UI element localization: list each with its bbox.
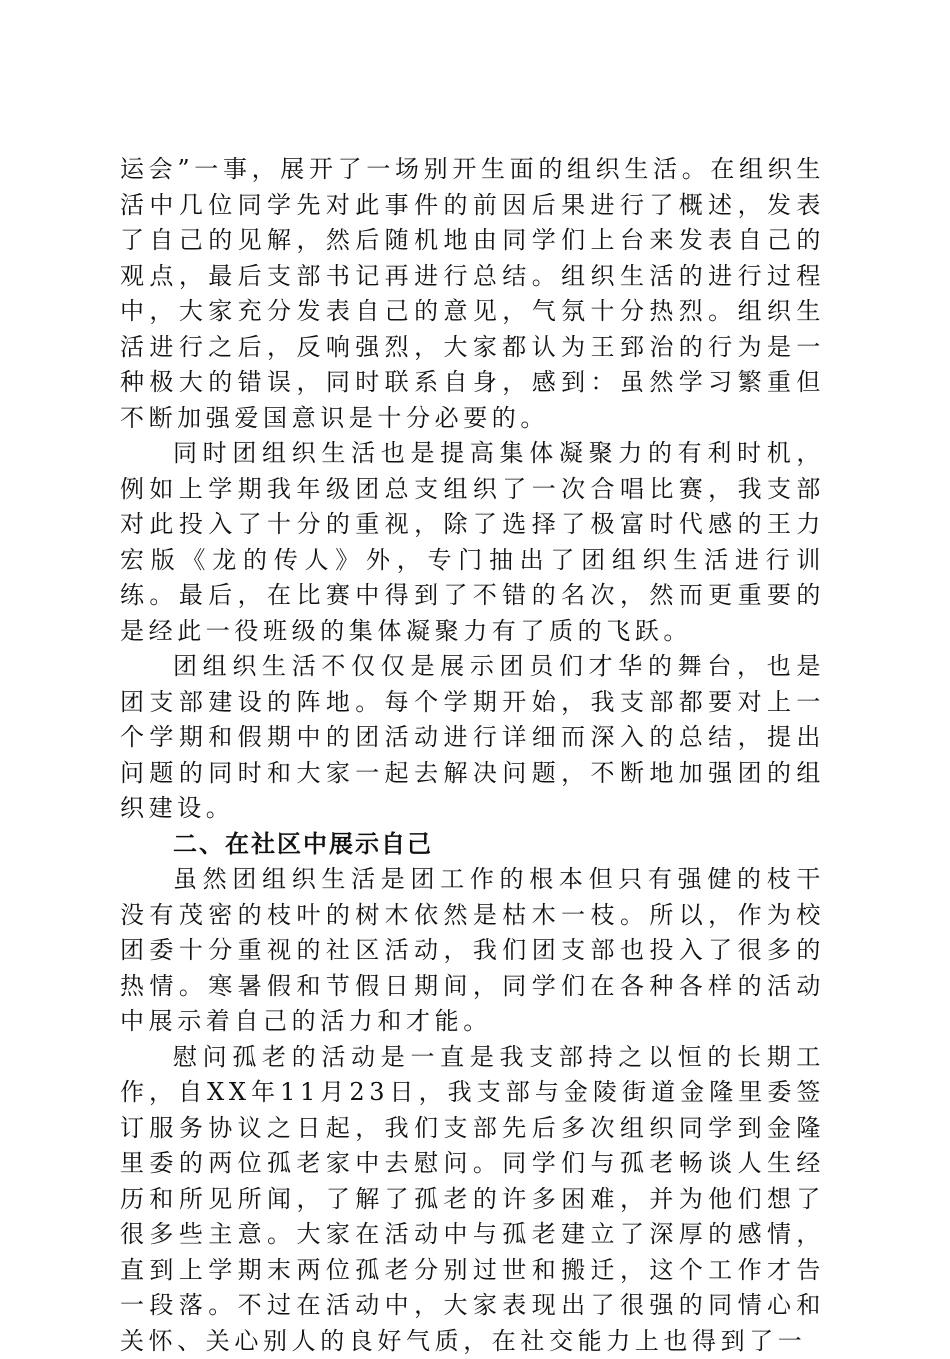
paragraph-community: 虽然团组织生活是团工作的根本但只有强健的枝干没有茂密的枝叶的树木依然是枯木一枝。所以，作为校团委十分重视的社区活动，我们团支部也投入了很多的热情。寒暑假和节假日期间，同学们在各种各样的活动中展示着自己的活力和才能。 [120, 862, 825, 1040]
paragraph-organization: 团组织生活不仅仅是展示团员们才华的舞台，也是团支部建设的阵地。每个学期开始，我支部都要对上一个学期和假期中的团活动进行详细而深入的总结，提出问题的同时和大家一起去解决问题，不断地加强团的组织建设。 [120, 649, 825, 827]
paragraph-chorus: 同时团组织生活也是提高集体凝聚力的有利时机，例如上学期我年级团总支组织了一次合唱比赛，我支部对此投入了十分的重视，除了选择了极富时代感的王力宏版《龙的传人》外，专门抽出了团组织生活进行训练。最后，在比赛中得到了不错的名次，然而更重要的是经此一役班级的集体凝聚力有了质的飞跃。 [120, 436, 825, 649]
section-heading: 二、在社区中展示自己 [120, 827, 825, 863]
paragraph-elderly-visits: 慰问孤老的活动是一直是我支部持之以恒的长期工作，自XX年11月23日，我支部与金陵街道金隆里委签订服务协议之日起，我们支部先后多次组织同学到金隆里委的两位孤老家中去慰问。同学们与孤老畅谈人生经历和所见所闻，了解了孤老的许多困难，并为他们想了很多些主意。大家在活动中与孤老建立了深厚的感情，直到上学期末两位孤老分别过世和搬迁，这个工作才告一段落。不过在活动中，大家表现出了很强的同情心和关怀、关心别人的良好气质，在社交能力上也得到了一 [120, 1040, 825, 1359]
paragraph-continued: 运会”一事，展开了一场别开生面的组织生活。在组织生活中几位同学先对此事件的前因后果进行了概述，发表了自己的见解，然后随机地由同学们上台来发表自己的观点，最后支部书记再进行总结。组织生活的进行过程中，大家充分发表自己的意见，气氛十分热烈。组织生活进行之后，反响强烈，大家都认为王郅治的行为是一种极大的错误，同时联系自身，感到：虽然学习繁重但不断加强爱国意识是十分必要的。 [120, 152, 825, 436]
document-body [120, 152, 825, 1359]
